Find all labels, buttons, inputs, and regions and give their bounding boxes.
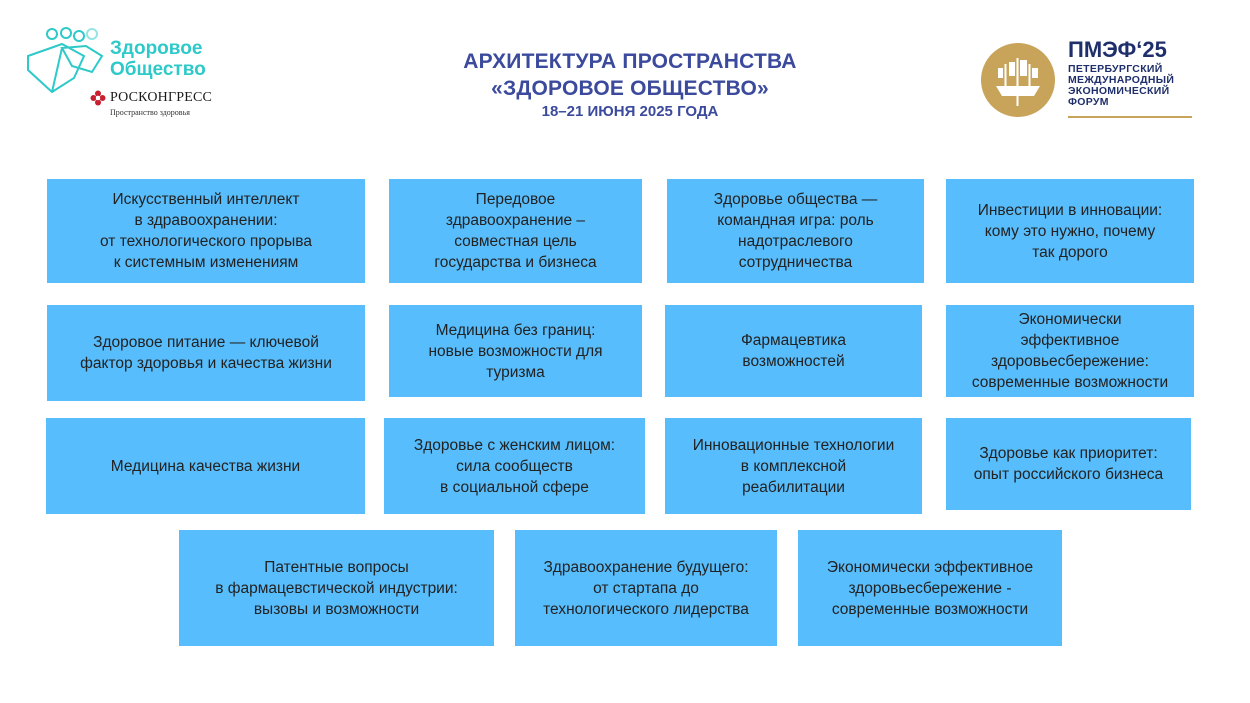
- session-healthy-nutrition: Здоровое питание — ключевой фактор здоровья и качества жизни: [47, 305, 365, 401]
- title-line-1: АРХИТЕКТУРА ПРОСТРАНСТВА: [463, 50, 797, 73]
- roscongress-flower-icon: [90, 90, 106, 106]
- spief-line-4: ФОРУМ: [1068, 96, 1109, 108]
- session-medical-tourism: Медицина без границ: новые возможности для туризма: [389, 305, 642, 397]
- session-health-priority: Здоровье как приоритет: опыт российского бизнеса: [946, 418, 1191, 510]
- healthy-society-wordmark: [110, 38, 206, 80]
- session-quality-of-life-medicine: Медицина качества жизни: [46, 418, 365, 514]
- roscongress-brand: [90, 90, 212, 106]
- roscongress-subtitle: Пространство здоровья: [110, 108, 190, 117]
- session-cost-effective-health-2: Экономически эффективное здоровьесбережение - современные возможности: [798, 530, 1062, 646]
- spief-logo: [980, 38, 1210, 128]
- session-future-healthcare: Здравоохранение будущего: от стартапа до технологического лидерства: [515, 530, 777, 646]
- session-ai-healthcare: Искусственный интеллект в здравоохранении: от технологического прорыва к системным изменениям: [47, 179, 365, 283]
- session-cost-effective-health: Экономически эффективное здоровьесбережение: современные возможности: [946, 305, 1194, 397]
- spief-underline: [1068, 116, 1192, 118]
- zdorovoe-obshchestvo-logo: [22, 26, 232, 126]
- page-title: [330, 48, 930, 122]
- wordmark-line1: Здоровое: [110, 38, 203, 59]
- spief-title: ПМЭФ‘25: [1068, 37, 1167, 62]
- session-team-game: Здоровье общества — командная игра: роль надотраслевого сотрудничества: [667, 179, 924, 283]
- session-advanced-healthcare: Передовое здравоохранение – совместная цель государства и бизнеса: [389, 179, 642, 283]
- healthy-society-emblem-icon: [22, 26, 112, 98]
- title-line-2: «ЗДОРОВОЕ ОБЩЕСТВО»: [491, 77, 769, 100]
- ship-emblem-icon: [980, 42, 1056, 118]
- session-pharma-opportunities: Фармацевтика возможностей: [665, 305, 922, 397]
- session-innovation-investment: Инвестиции в инновации: кому это нужно, почему так дорого: [946, 179, 1194, 283]
- session-women-health: Здоровье с женским лицом: сила сообществ в социальной сфере: [384, 418, 645, 514]
- spief-fullname: [1068, 64, 1174, 108]
- spief-line-1: ПЕТЕРБУРГСКИЙ: [1068, 63, 1163, 75]
- event-dates: 18–21 ИЮНЯ 2025 ГОДА: [541, 103, 719, 120]
- session-patent-issues: Патентные вопросы в фармацевстической индустрии: вызовы и возможности: [179, 530, 494, 646]
- spief-line-3: ЭКОНОМИЧЕСКИЙ: [1068, 85, 1170, 97]
- spief-line-2: МЕЖДУНАРОДНЫЙ: [1068, 74, 1175, 86]
- roscongress-name: РОСКОНГРЕСС: [110, 90, 213, 105]
- session-rehabilitation-tech: Инновационные технологии в комплексной реабилитации: [665, 418, 922, 514]
- wordmark-line2: Общество: [110, 59, 206, 80]
